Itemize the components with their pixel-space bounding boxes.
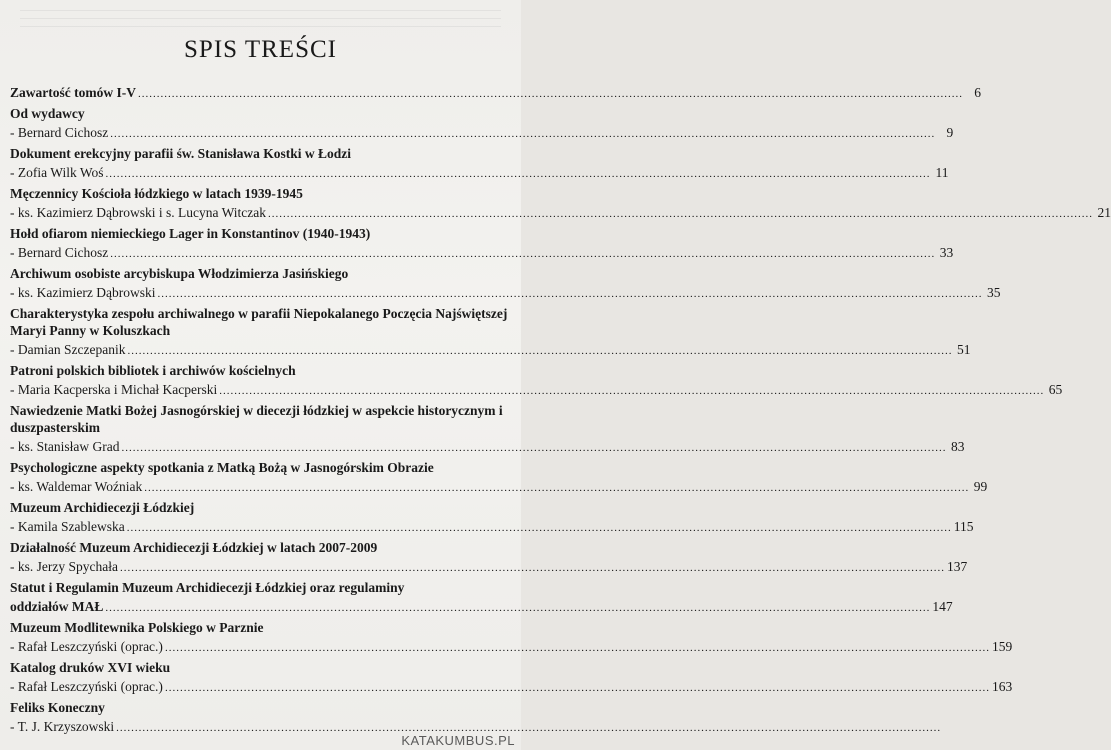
dot-leader: ............................................................................................................................................................................................................................ xyxy=(121,442,947,454)
toc-entry-title: Archiwum osobiste arcybiskupa Włodzimierza Jasińskiego xyxy=(10,266,349,281)
toc-entry-line xyxy=(10,341,971,362)
bleed-through-line xyxy=(20,18,501,19)
dot-leader: ............................................................................................................................................................................................................................ xyxy=(127,345,953,357)
bleed-through-line xyxy=(20,26,501,27)
dot-leader: ............................................................................................................................................................................................................................ xyxy=(105,168,931,180)
toc-entry-page-number: 137 xyxy=(946,559,968,574)
toc-entry xyxy=(10,499,974,539)
toc-entry-line xyxy=(10,478,988,499)
toc-entry-title: Hołd ofiarom niemieckiego Lager in Konstantinov (1940-1943) xyxy=(10,226,371,241)
toc-entry-line xyxy=(10,558,968,579)
toc-entry-author: - Rafał Leszczyński (oprac.) xyxy=(10,679,163,694)
dot-leader: ............................................................................................................................................................................................................................ xyxy=(137,88,963,100)
dot-leader: ............................................................................................................................................................................................................................ xyxy=(126,522,952,534)
toc-entry-line xyxy=(10,84,981,105)
toc-entry-title: Patroni polskich bibliotek i archiwów kościelnych xyxy=(10,363,296,378)
toc-entry-line xyxy=(10,381,1063,402)
toc-entry-page-number: 9 xyxy=(946,125,954,140)
toc-entry-page-number: 83 xyxy=(950,439,965,454)
toc-entry-page-number: 33 xyxy=(939,245,954,260)
toc-entry-line xyxy=(10,438,965,459)
toc-entry-title: Muzeum Modlitewnika Polskiego w Parznie xyxy=(10,620,264,635)
toc-entry-page-number: 21 xyxy=(1097,205,1111,220)
toc-entry-page-number: 51 xyxy=(956,342,971,357)
toc-entry-line xyxy=(10,284,1001,305)
toc-entry xyxy=(10,459,988,499)
toc-entry-line xyxy=(10,244,954,265)
dot-leader: ............................................................................................................................................................................................................................ xyxy=(105,602,931,614)
toc-entry-author: - ks. Jerzy Spychała xyxy=(10,559,118,574)
bleed-through-line xyxy=(20,10,501,11)
dot-leader: ............................................................................................................................................................................................................................ xyxy=(164,642,990,654)
toc-entry xyxy=(10,225,954,265)
toc-entry-page-number: 35 xyxy=(986,285,1001,300)
toc-entry-title: Dokument erekcyjny parafii św. Stanisława Kostki w Łodzi xyxy=(10,146,352,161)
toc-entry-author: - Maria Kacperska i Michał Kacperski xyxy=(10,382,218,397)
toc-entry-page-number: 159 xyxy=(991,639,1013,654)
toc-entry-page-number: 99 xyxy=(973,479,988,494)
toc-entry xyxy=(10,145,949,185)
toc-entry xyxy=(10,84,981,105)
toc-entry-page-number: 11 xyxy=(935,165,949,180)
dot-leader: ............................................................................................................................................................................................................................ xyxy=(164,682,990,694)
toc-entry xyxy=(10,402,965,459)
toc-entry xyxy=(10,579,953,619)
page-title: SPIS TREŚCI xyxy=(184,36,337,63)
toc-entry-page-number: 6 xyxy=(974,85,981,100)
dot-leader: ............................................................................................................................................................................................................................ xyxy=(268,208,1093,220)
toc-entry-title: Psychologiczne aspekty spotkania z Matką Bożą w Jasnogórskim Obrazie xyxy=(10,460,434,475)
toc-entry-author: - Bernard Cichosz xyxy=(10,245,109,260)
toc-entry xyxy=(10,659,1013,699)
toc-entry xyxy=(10,185,1111,225)
toc-entry-page-number: 115 xyxy=(953,519,974,534)
toc-entry-line xyxy=(10,518,974,539)
table-of-contents xyxy=(10,84,1111,739)
toc-entry-line xyxy=(10,638,1013,659)
dot-leader: ............................................................................................................................................................................................................................ xyxy=(116,722,942,734)
toc-entry xyxy=(10,105,954,145)
toc-entry-title: Katalog druków XVI wieku xyxy=(10,660,171,675)
toc-entry-author: - Bernard Cichosz xyxy=(10,125,109,140)
toc-entry xyxy=(10,265,1001,305)
dot-leader: ............................................................................................................................................................................................................................ xyxy=(110,128,936,140)
toc-entry-author: - Rafał Leszczyński (oprac.) xyxy=(10,639,163,654)
toc-entry-title: Charakterystyka zespołu archiwalnego w parafii Niepokalanego Poczęcia Najświętszej Maryi Panny w Koluszkach xyxy=(10,306,508,338)
toc-entry-line xyxy=(10,124,954,145)
toc-entry-author: - ks. Kazimierz Dąbrowski i s. Lucyna Witczak xyxy=(10,205,266,220)
toc-entry-author: - Zofia Wilk Woś xyxy=(10,165,104,180)
toc-entry-author: - Kamila Szablewska xyxy=(10,519,125,534)
toc-entry-author: - T. J. Krzyszowski xyxy=(10,719,115,734)
toc-entry-author: - ks. Waldemar Woźniak xyxy=(10,479,143,494)
toc-entry-page-number: 65 xyxy=(1048,382,1063,397)
toc-entry-title: Statut i Regulamin Muzeum Archidiecezji Łódzkiej oraz regulaminy xyxy=(10,580,405,595)
toc-entry-author: - ks. Stanisław Grad xyxy=(10,439,120,454)
toc-entry-page-number: 147 xyxy=(932,599,953,614)
toc-entry-page-number: 163 xyxy=(991,679,1013,694)
toc-entry-title: Nawiedzenie Matki Bożej Jasnogórskiej w diecezji łódzkiej w aspekcie historycznym i duszpasterskim xyxy=(10,403,503,435)
toc-entry-author: oddziałów MAŁ xyxy=(10,599,104,614)
toc-entry-title: Męczennicy Kościoła łódzkiego w latach 1939-1945 xyxy=(10,186,303,201)
toc-entry-author: - Damian Szczepanik xyxy=(10,342,126,357)
dot-leader: ............................................................................................................................................................................................................................ xyxy=(119,562,945,574)
toc-entry-title: Działalność Muzeum Archidiecezji Łódzkiej w latach 2007-2009 xyxy=(10,540,378,555)
toc-entry-author: - ks. Kazimierz Dąbrowski xyxy=(10,285,156,300)
dot-leader: ............................................................................................................................................................................................................................ xyxy=(144,482,970,494)
toc-entry xyxy=(10,305,971,362)
toc-entry-line xyxy=(10,598,953,619)
toc-entry xyxy=(10,362,1063,402)
toc-entry-line xyxy=(10,164,949,185)
dot-leader: ............................................................................................................................................................................................................................ xyxy=(110,248,936,260)
toc-entry-line xyxy=(10,678,1013,699)
toc-entry xyxy=(10,539,968,579)
toc-entry-author: Zawartość tomów I-V xyxy=(10,85,136,100)
toc-entry-title: Feliks Koneczny xyxy=(10,700,105,715)
toc-entry-title: Od wydawcy xyxy=(10,106,85,121)
toc-entry xyxy=(10,619,1013,659)
dot-leader: ............................................................................................................................................................................................................................ xyxy=(219,385,1045,397)
toc-entry-line xyxy=(10,204,1111,225)
dot-leader: ............................................................................................................................................................................................................................ xyxy=(157,288,983,300)
toc-entry-title: Muzeum Archidiecezji Łódzkiej xyxy=(10,500,195,515)
watermark: KATAKUMBUS.PL xyxy=(401,733,515,748)
